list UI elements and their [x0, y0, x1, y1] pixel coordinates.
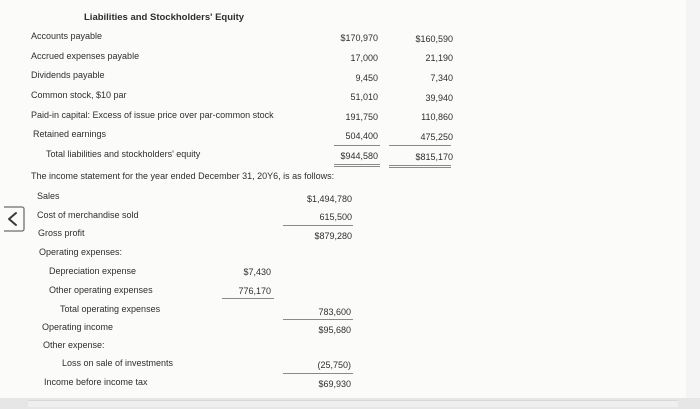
row-label-dividends-payable: Dividends payable: [31, 70, 105, 80]
row-label-paid-in-capital: Paid-in capital: Excess of issue price over par-common stock: [31, 110, 274, 120]
row-prior-accounts-payable: $160,590: [415, 34, 453, 44]
operating-expenses-label: Operating expenses:: [39, 247, 123, 257]
total-liabilities-label: Total liabilities and stockholders' equity: [46, 149, 201, 159]
rule-current-subtotal: [334, 145, 380, 146]
row-current-accrued-expenses: 17,000: [350, 53, 378, 63]
other-operating-expenses-value: 776,170: [238, 286, 271, 296]
rule-income-before-tax: [283, 373, 353, 374]
loss-on-sale-value: (25,750): [317, 360, 351, 370]
gross-profit-value: $879,280: [314, 231, 352, 241]
row-current-common-stock: 51,010: [350, 92, 378, 102]
double-rule-prior-2: [389, 167, 451, 168]
sales-label: Sales: [37, 191, 60, 201]
double-rule-prior-1: [389, 165, 451, 166]
row-prior-paid-in-capital: 110,860: [421, 112, 453, 122]
operating-income-label: Operating income: [42, 322, 114, 332]
total-prior: $815,170: [415, 152, 453, 162]
rule-operating-income: [283, 319, 353, 320]
row-prior-accrued-expenses: 21,190: [425, 53, 453, 63]
row-prior-retained-earnings: 475,250: [420, 132, 453, 142]
balance-sheet-heading: Liabilities and Stockholders' Equity: [84, 12, 245, 23]
other-operating-expenses-label: Other operating expenses: [49, 285, 153, 295]
row-prior-dividends-payable: 7,340: [430, 73, 453, 83]
gross-profit-label: Gross profit: [38, 228, 85, 238]
cost-of-merchandise-label: Cost of merchandise sold: [37, 210, 139, 220]
horizontal-scrollbar[interactable]: [0, 398, 700, 409]
total-operating-expenses-value: 783,600: [318, 307, 351, 317]
income-statement-intro: The income statement for the year ended December 31, 20Y6, is as follows:: [31, 171, 335, 181]
row-prior-common-stock: 39,940: [425, 93, 453, 103]
depreciation-expense-label: Depreciation expense: [49, 266, 137, 276]
scrollbar-track[interactable]: [28, 400, 678, 407]
row-current-accounts-payable: $170,970: [340, 33, 378, 43]
loss-on-sale-label: Loss on sale of investments: [62, 358, 174, 368]
income-before-tax-label: Income before income tax: [44, 377, 148, 387]
row-label-accrued-expenses: Accrued expenses payable: [31, 51, 140, 61]
rule-prior-subtotal: [389, 145, 451, 146]
income-before-tax-value: $69,930: [318, 379, 351, 389]
depreciation-expense-value: $7,430: [243, 267, 271, 277]
row-label-common-stock: Common stock, $10 par: [31, 90, 127, 100]
chevron-left-icon: [1, 206, 25, 232]
operating-income-value: $95,680: [318, 325, 351, 335]
right-edge-shade: [686, 0, 700, 409]
sales-value: $1,494,780: [306, 194, 352, 204]
double-rule-current-2: [334, 166, 380, 167]
rule-gross-profit: [283, 225, 353, 226]
back-button[interactable]: [0, 205, 26, 233]
double-rule-current-1: [334, 164, 380, 165]
total-current: $944,580: [340, 151, 378, 161]
row-current-dividends-payable: 9,450: [355, 73, 378, 83]
row-current-retained-earnings: 504,400: [345, 131, 378, 141]
cost-of-merchandise-value: 615,500: [319, 212, 352, 222]
row-current-paid-in-capital: 191,750: [345, 112, 378, 122]
row-label-accounts-payable: Accounts payable: [31, 31, 103, 41]
other-expense-label: Other expense:: [43, 340, 105, 350]
rule-operating-expenses: [222, 298, 274, 299]
row-label-retained-earnings: Retained earnings: [33, 129, 107, 139]
total-operating-expenses-label: Total operating expenses: [60, 304, 161, 314]
